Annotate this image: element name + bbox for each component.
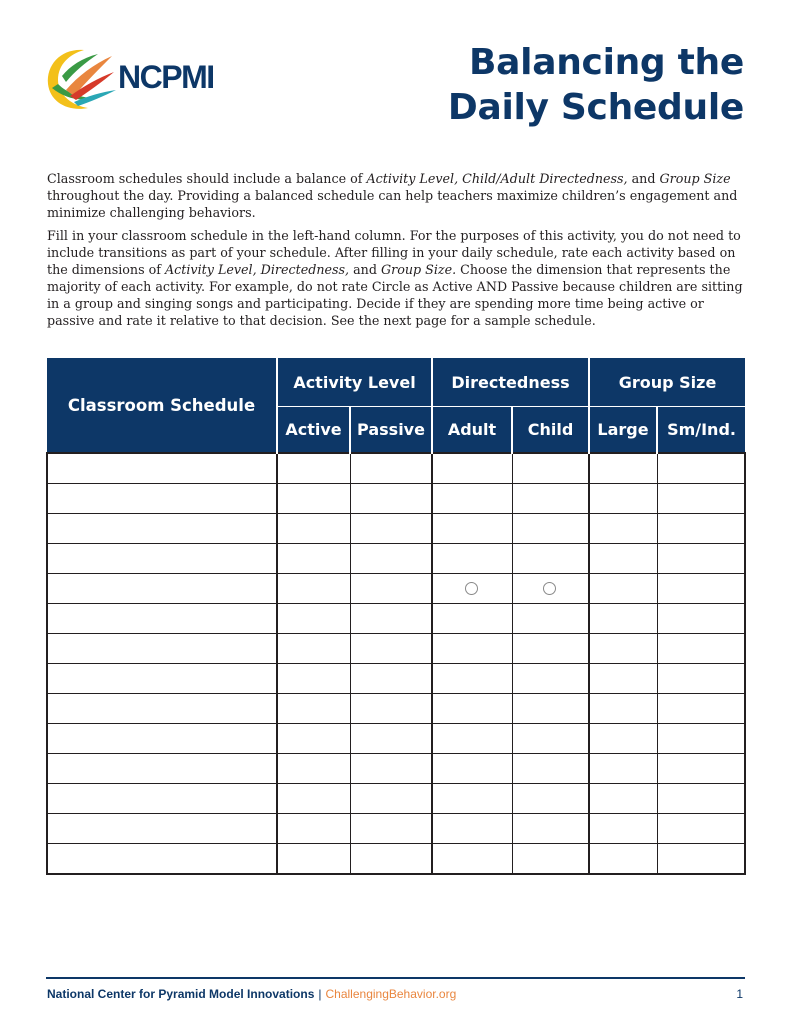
intro-p1-text-c: and (627, 171, 660, 186)
small-individual-cell[interactable] (657, 784, 745, 814)
active-cell[interactable] (277, 844, 350, 875)
schedule-row (47, 694, 745, 724)
title-line-1: Balancing the (469, 42, 744, 83)
passive-cell[interactable] (350, 814, 432, 844)
page-footer (47, 987, 745, 1001)
small-individual-cell[interactable] (657, 514, 745, 544)
child-cell[interactable] (512, 844, 589, 875)
schedule-row (47, 724, 745, 754)
adult-cell[interactable] (432, 694, 512, 724)
intro-p1-emphasis-b: Activity Level, Child/Adult Directedness, (366, 171, 628, 186)
active-cell[interactable] (277, 694, 350, 724)
schedule-row (47, 784, 745, 814)
passive-cell[interactable] (350, 604, 432, 634)
small-individual-cell[interactable] (657, 724, 745, 754)
adult-cell[interactable] (432, 604, 512, 634)
passive-cell[interactable] (350, 484, 432, 514)
large-cell[interactable] (589, 514, 657, 544)
adult-cell[interactable] (432, 754, 512, 784)
passive-cell[interactable] (350, 844, 432, 875)
schedule-row (47, 514, 745, 544)
child-cell[interactable] (512, 724, 589, 754)
schedule-entry-cell[interactable] (47, 514, 277, 544)
schedule-entry-cell[interactable] (47, 664, 277, 694)
adult-cell[interactable] (432, 814, 512, 844)
active-cell[interactable] (277, 544, 350, 574)
large-cell[interactable] (589, 453, 657, 484)
adult-cell[interactable] (432, 784, 512, 814)
schedule-table (46, 358, 746, 875)
large-cell[interactable] (589, 544, 657, 574)
small-individual-cell[interactable] (657, 814, 745, 844)
active-cell[interactable] (277, 484, 350, 514)
large-cell[interactable] (589, 574, 657, 604)
active-cell[interactable] (277, 754, 350, 784)
schedule-row (47, 544, 745, 574)
small-individual-cell[interactable] (657, 694, 745, 724)
active-cell[interactable] (277, 814, 350, 844)
schedule-entry-cell[interactable] (47, 724, 277, 754)
intro-p2-text-e: Choose the dimension that represents the majority of each activity. For example, do not rate Circle as Active AND Passive because children are sitting in a group and singing songs and participating. Decide if they are spending more time being active or passive and rate it relative to that decision. See the next page for a sample schedule. (47, 262, 743, 328)
child-cell[interactable] (512, 484, 589, 514)
large-cell[interactable] (589, 604, 657, 634)
large-cell[interactable] (589, 784, 657, 814)
schedule-entry-cell[interactable] (47, 544, 277, 574)
adult-cell[interactable] (432, 844, 512, 875)
schedule-entry-cell[interactable] (47, 814, 277, 844)
passive-cell[interactable] (350, 574, 432, 604)
schedule-entry-cell[interactable] (47, 574, 277, 604)
intro-p1-emphasis-d: Group Size (659, 171, 731, 186)
col-passive-header: Passive (350, 407, 432, 454)
radio-button-icon[interactable] (465, 582, 478, 595)
adult-cell[interactable] (432, 634, 512, 664)
intro-p1-text-e: throughout the day. Providing a balanced schedule can help teachers maximize children’s engagement and minimize challenging behaviors. (47, 188, 738, 220)
ncpmi-logo (44, 46, 220, 112)
small-individual-cell[interactable] (657, 664, 745, 694)
header-row-groups (47, 358, 745, 407)
intro-paragraph-1 (47, 170, 747, 221)
small-individual-cell[interactable] (657, 604, 745, 634)
active-cell[interactable] (277, 574, 350, 604)
passive-cell[interactable] (350, 453, 432, 484)
active-cell[interactable] (277, 453, 350, 484)
passive-cell[interactable] (350, 784, 432, 814)
group-size-header: Group Size (589, 358, 745, 407)
active-cell[interactable] (277, 634, 350, 664)
schedule-row (47, 754, 745, 784)
ncpmi-swoosh-icon (44, 46, 120, 112)
child-cell[interactable] (512, 754, 589, 784)
large-cell[interactable] (589, 814, 657, 844)
adult-cell[interactable] (432, 724, 512, 754)
schedule-row (47, 664, 745, 694)
schedule-row (47, 484, 745, 514)
schedule-entry-cell[interactable] (47, 604, 277, 634)
child-cell[interactable] (512, 604, 589, 634)
col-small-individual-header: Sm/Ind. (657, 407, 745, 454)
page-number: 1 (736, 987, 743, 1001)
large-cell[interactable] (589, 664, 657, 694)
child-cell[interactable] (512, 544, 589, 574)
passive-cell[interactable] (350, 544, 432, 574)
intro-text (47, 170, 747, 335)
col-child-header: Child (512, 407, 589, 454)
footer-org-name: National Center for Pyramid Model Innovations (47, 987, 315, 1001)
active-cell[interactable] (277, 784, 350, 814)
adult-cell[interactable] (432, 514, 512, 544)
schedule-entry-cell[interactable] (47, 484, 277, 514)
schedule-row (47, 634, 745, 664)
adult-cell[interactable] (432, 544, 512, 574)
child-cell[interactable] (512, 634, 589, 664)
intro-p2-text-c: and (349, 262, 381, 277)
footer-website-link[interactable]: ChallengingBehavior.org (325, 987, 457, 1001)
passive-cell[interactable] (350, 724, 432, 754)
schedule-entry-cell[interactable] (47, 694, 277, 724)
large-cell[interactable] (589, 634, 657, 664)
logo-wordmark: NCPMI (118, 59, 214, 95)
small-individual-cell[interactable] (657, 574, 745, 604)
child-cell[interactable] (512, 784, 589, 814)
schedule-row (47, 574, 745, 604)
schedule-entry-cell[interactable] (47, 784, 277, 814)
child-cell[interactable] (512, 574, 589, 604)
active-cell[interactable] (277, 514, 350, 544)
schedule-entry-cell[interactable] (47, 754, 277, 784)
activity-level-header: Activity Level (277, 358, 432, 407)
footer-divider (46, 977, 745, 979)
adult-cell[interactable] (432, 484, 512, 514)
small-individual-cell[interactable] (657, 754, 745, 784)
classroom-schedule-header: Classroom Schedule (47, 358, 277, 453)
intro-p2-text-a: Fill in your classroom schedule in the left-hand column. For the purposes of this activity, you do not need to include transitions as part of your schedule. After filling in your daily schedule, rate each activity based on the dimensions of (47, 228, 741, 277)
intro-p2-emphasis-d: Group Size. (381, 262, 457, 277)
schedule-entry-cell[interactable] (47, 634, 277, 664)
child-cell[interactable] (512, 814, 589, 844)
intro-paragraph-2 (47, 227, 747, 329)
child-cell[interactable] (512, 453, 589, 484)
adult-cell[interactable] (432, 574, 512, 604)
passive-cell[interactable] (350, 754, 432, 784)
large-cell[interactable] (589, 754, 657, 784)
active-cell[interactable] (277, 664, 350, 694)
footer-separator: | (318, 987, 322, 1001)
small-individual-cell[interactable] (657, 453, 745, 484)
schedule-row (47, 604, 745, 634)
passive-cell[interactable] (350, 634, 432, 664)
directedness-header: Directedness (432, 358, 589, 407)
child-cell[interactable] (512, 694, 589, 724)
intro-p1-text-a: Classroom schedules should include a balance of (47, 171, 367, 186)
schedule-row (47, 844, 745, 875)
large-cell[interactable] (589, 484, 657, 514)
schedule-entry-cell[interactable] (47, 844, 277, 875)
title-line-2: Daily Schedule (447, 87, 744, 128)
adult-cell[interactable] (432, 664, 512, 694)
large-cell[interactable] (589, 694, 657, 724)
schedule-row (47, 814, 745, 844)
child-cell[interactable] (512, 664, 589, 694)
col-large-header: Large (589, 407, 657, 454)
child-cell[interactable] (512, 514, 589, 544)
schedule-entry-cell[interactable] (47, 453, 277, 484)
active-cell[interactable] (277, 604, 350, 634)
adult-cell[interactable] (432, 453, 512, 484)
passive-cell[interactable] (350, 514, 432, 544)
active-cell[interactable] (277, 724, 350, 754)
col-active-header: Active (277, 407, 350, 454)
page-title (448, 40, 744, 130)
small-individual-cell[interactable] (657, 844, 745, 875)
intro-p2-emphasis-b: Activity Level, Directedness, (165, 262, 350, 277)
large-cell[interactable] (589, 844, 657, 875)
col-adult-header: Adult (432, 407, 512, 454)
schedule-row (47, 453, 745, 484)
large-cell[interactable] (589, 724, 657, 754)
radio-button-icon[interactable] (543, 582, 556, 595)
passive-cell[interactable] (350, 664, 432, 694)
small-individual-cell[interactable] (657, 634, 745, 664)
small-individual-cell[interactable] (657, 544, 745, 574)
passive-cell[interactable] (350, 694, 432, 724)
small-individual-cell[interactable] (657, 484, 745, 514)
